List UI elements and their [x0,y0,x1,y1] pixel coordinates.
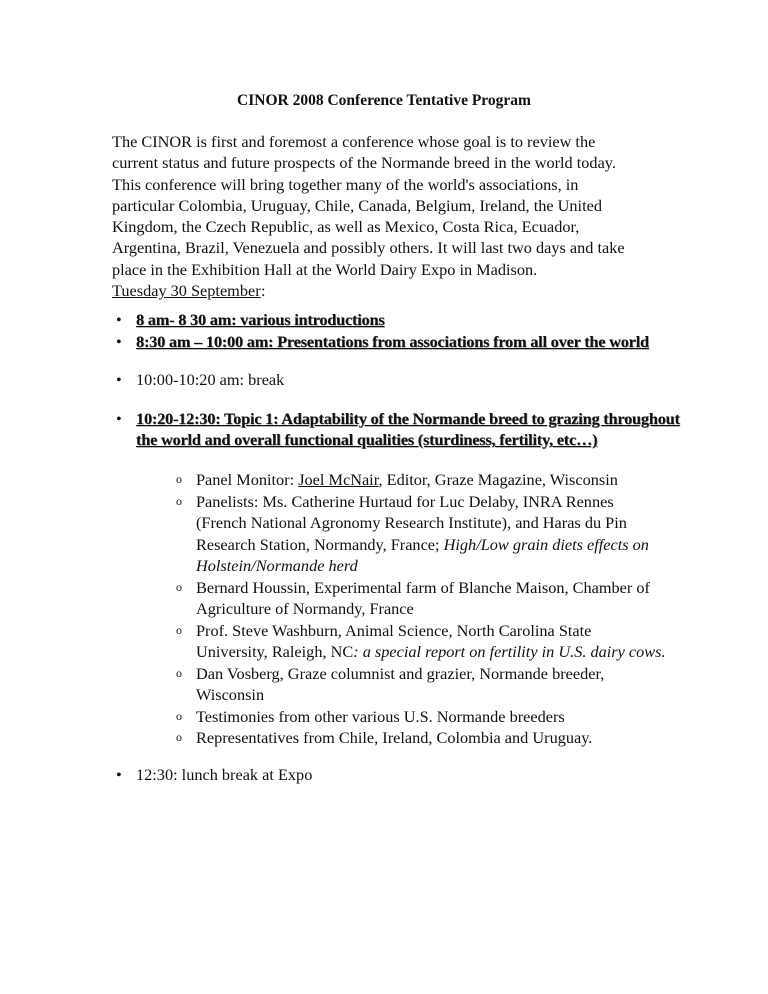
item-text: 8 am- 8 30 am: various introductions [136,310,385,329]
day-heading [112,280,261,301]
circle-bullet-icon: o [176,709,182,723]
bullet-icon: • [116,765,122,784]
list-item [116,764,676,785]
sub-text: Panelists: Ms. Catherine Hurtaud for Luc Delaby, INRA Rennes (French National Agronomy Research Institute), and Haras du Pin Research Station, Normandy, France; [196,492,627,554]
item-text: 10:00-10:20 am: break [136,370,285,389]
sub-text: Testimonies from other various U.S. Normande breeders [196,707,565,726]
joel-mcnair-link: Joel McNair [298,470,379,489]
circle-bullet-icon: o [176,666,182,680]
day-colon: : [261,281,266,300]
bullet-icon: • [116,332,122,351]
bullet-icon: • [116,310,122,329]
bullet-icon: • [116,409,122,428]
list-item [116,408,681,451]
list-item [116,309,676,330]
sub-italic-text: High/Low grain diets effects on Holstein/Normande herd [196,534,649,575]
bullet-icon: • [116,370,122,389]
sub-italic-text: : a special report on fertility in U.S. dairy cows. [353,642,666,662]
sub-text: Representatives from Chile, Ireland, Colombia and Uruguay. [196,728,593,747]
document-title: CINOR 2008 Conference Tentative Program [237,92,531,109]
list-item [116,369,676,390]
sub-item [176,577,666,620]
sub-item [176,706,666,727]
circle-bullet-icon: o [176,730,182,744]
circle-bullet-icon: o [176,580,182,594]
intro-paragraph: The CINOR is first and foremost a conference whose goal is to review the current status and future prospects of the Normande breed in the world today. This conference will bring together many of the world's associations, in particular Colombia, Uruguay, Chile, Canada, Belgium, Ireland, the United Kingdom, the Czech Republic, as well as Mexico, Costa Rica, Ecuador, Argentina, Brazil, Venezuela and possibly others. It will last two days and take place in the Exhibition Hall at the World Dairy Expo in Madison. [112,132,625,279]
sub-text: , Editor, Graze Magazine, Wisconsin [378,470,618,489]
circle-bullet-icon: o [176,494,182,508]
sub-text: Prof. Steve Washburn, Animal Science, North Carolina State University, Raleigh, NC [196,621,592,662]
circle-bullet-icon: o [176,623,182,637]
item-text: 10:20-12:30: Topic 1: Adaptability of the Normande breed to grazing throughout the world and overall functional qualities (sturdiness, fertility, etc…) [136,409,680,450]
circle-bullet-icon: o [176,472,182,486]
sub-text: Dan Vosberg, Graze columnist and grazier, Normande breeder, Wisconsin [196,664,605,705]
sub-item [176,663,666,706]
day-heading-text: Tuesday 30 September [112,281,261,300]
sub-item [176,469,666,490]
item-text: 12:30: lunch break at Expo [136,765,313,784]
list-item [116,331,676,352]
sub-text: Panel Monitor: [196,470,299,489]
sub-text: Bernard Houssin, Experimental farm of Blanche Maison, Chamber of Agriculture of Normandy, France [196,578,650,619]
item-text: 8:30 am – 10:00 am: Presentations from associations from all over the world [136,332,649,351]
sub-item [176,620,666,663]
sub-item [176,491,666,576]
sub-item [176,727,666,748]
